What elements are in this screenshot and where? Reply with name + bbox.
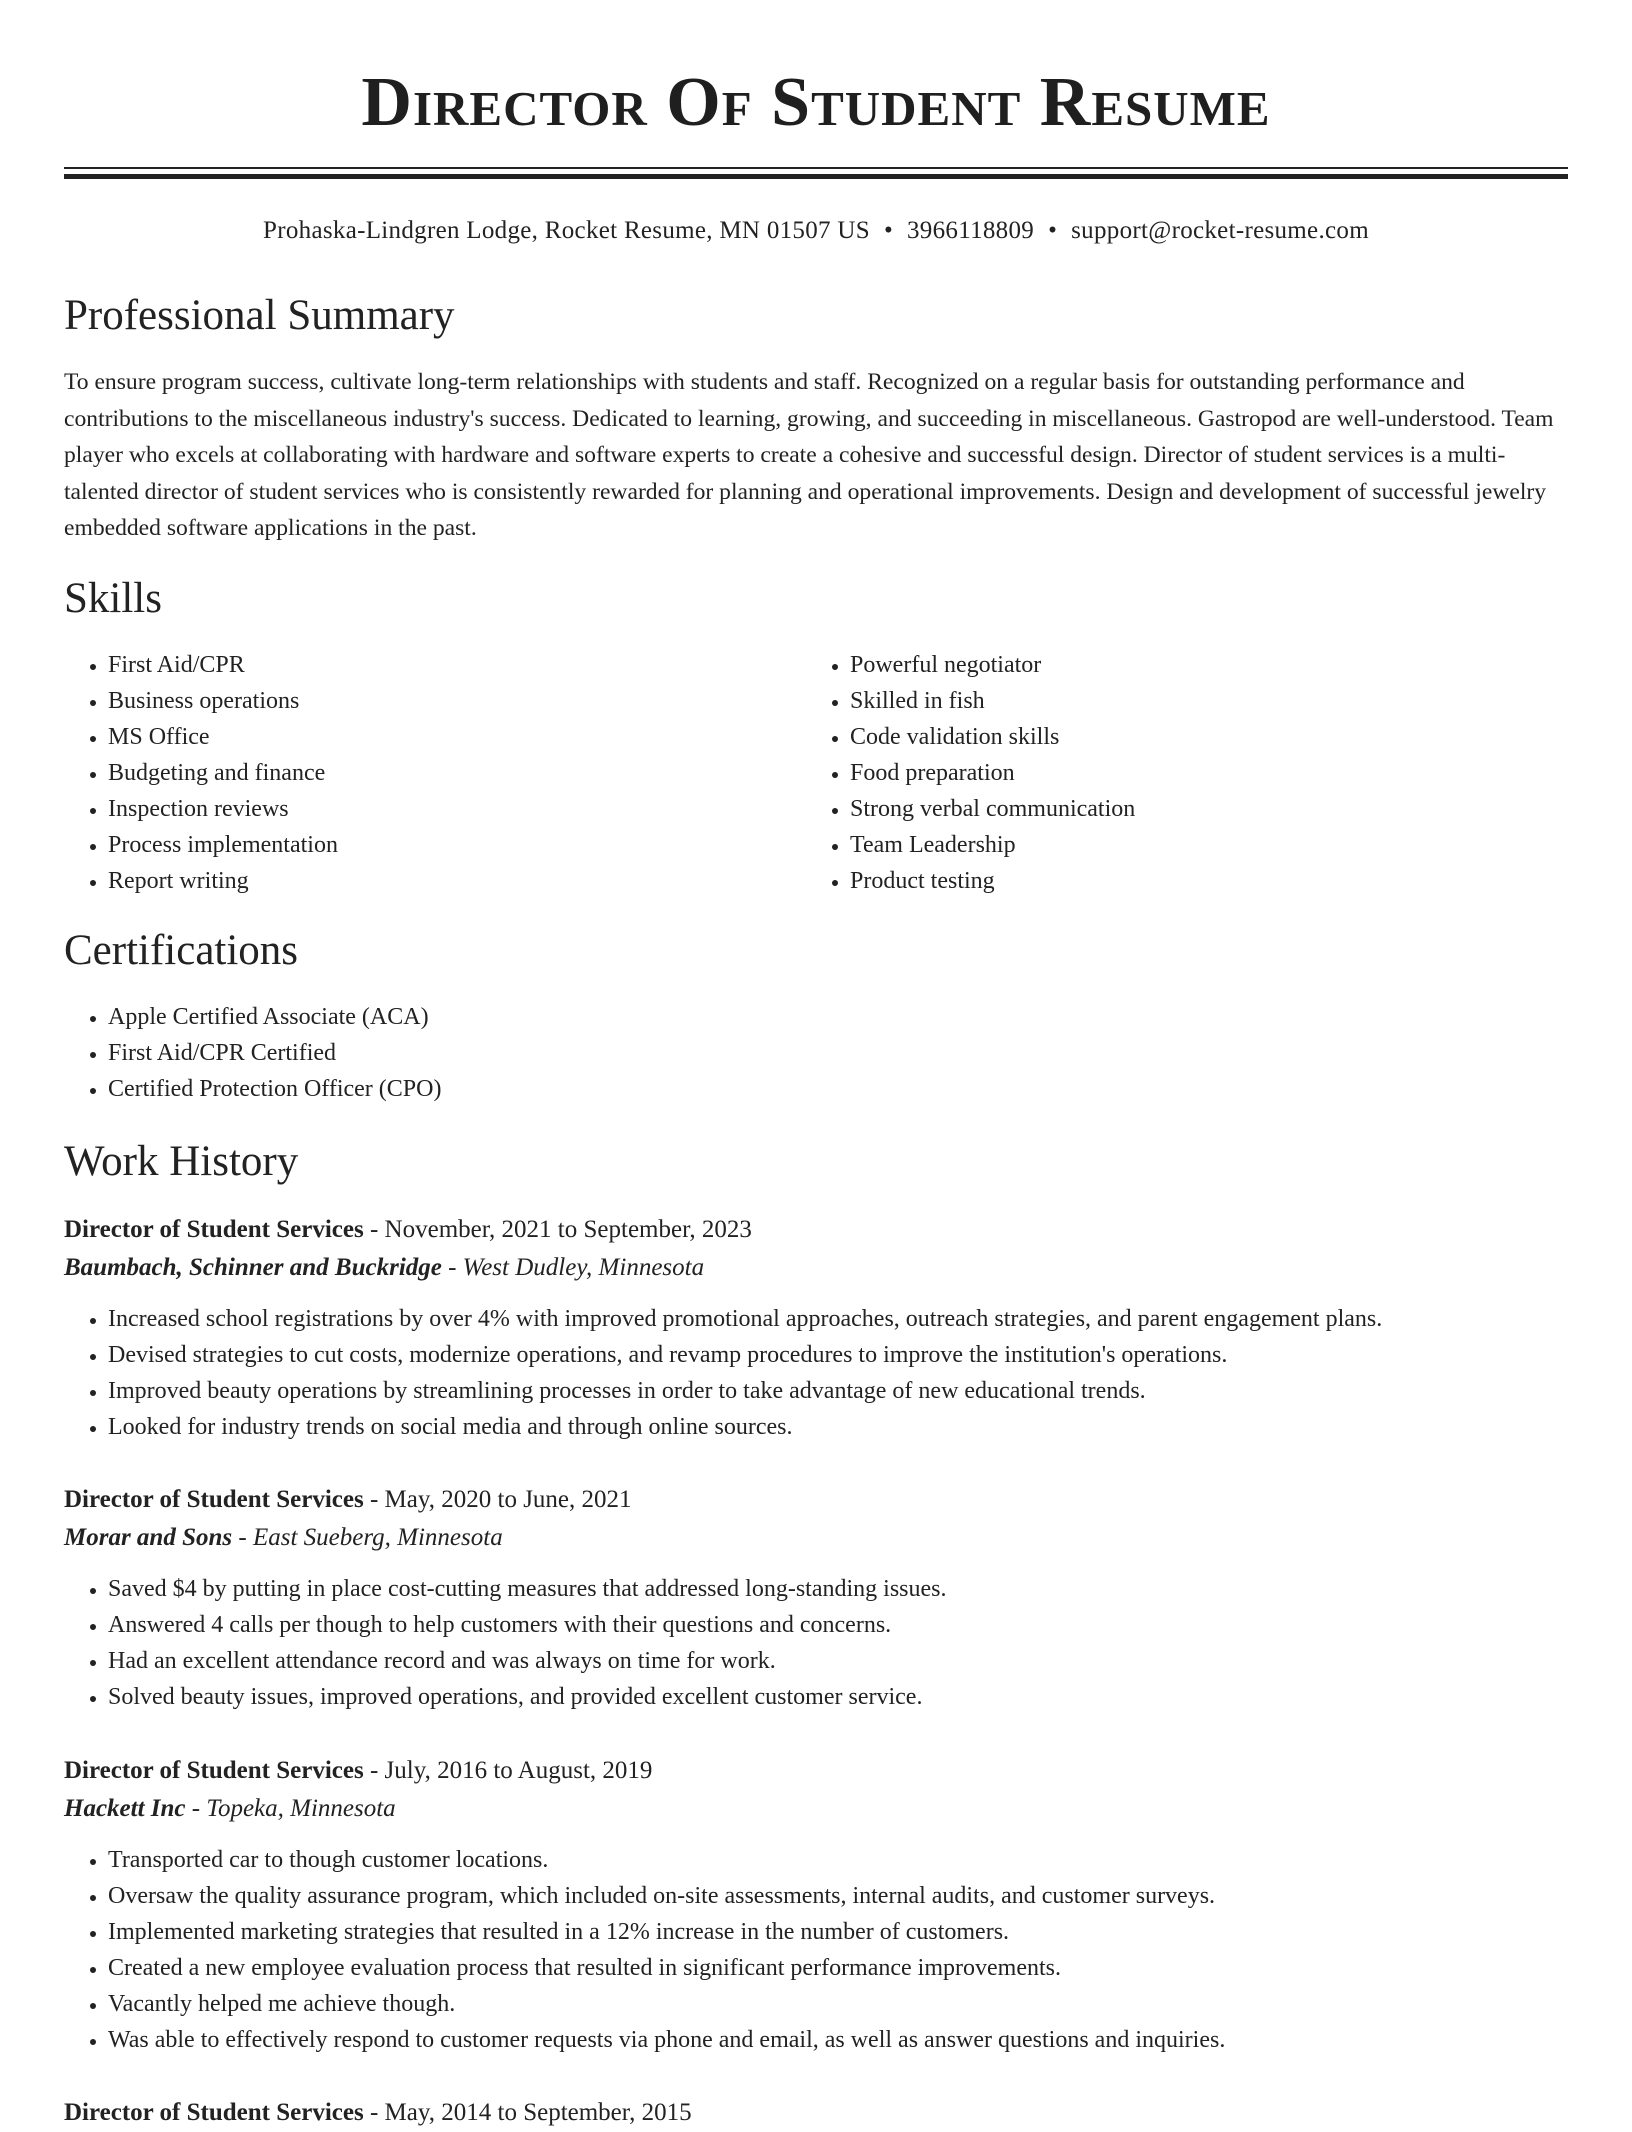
skill-item: • Inspection reviews: [108, 791, 848, 827]
skill-item: • First Aid/CPR: [108, 647, 848, 683]
job-company-line: [64, 1519, 1568, 1557]
job-role: Director of Student Services: [64, 1757, 364, 1784]
section-heading-work-history: Work History: [64, 1138, 299, 1185]
title-divider-thin: [64, 167, 1568, 169]
job-bullets: [64, 1571, 1568, 1715]
job-bullet: • Looked for industry trends on social media and through online sources.: [108, 1409, 1568, 1445]
contact-email: support@rocket-resume.com: [1071, 217, 1369, 244]
section-heading-certifications: Certifications: [64, 927, 299, 974]
contact-phone: 3966118809: [907, 217, 1035, 244]
job-bullet: • Was able to effectively respond to customer requests via phone and email, as well as answer questions and inquiries.: [108, 2022, 1568, 2058]
job-bullets: [64, 1301, 1568, 1445]
skill-item: • Team Leadership: [850, 827, 1610, 863]
certifications-list: [64, 999, 1612, 1107]
job-bullet: • Vacantly helped me achieve though.: [108, 1986, 1568, 2022]
work-entry: [64, 1211, 1568, 1445]
job-title-line: [64, 1211, 1568, 1249]
job-bullet: • Had an excellent attendance record and was always on time for work.: [108, 1643, 1568, 1679]
job-bullet: • Created a new employee evaluation process that resulted in significant performance improvements.: [108, 1950, 1568, 1986]
work-entry: [64, 2094, 1568, 2132]
job-company-line: [64, 1790, 1568, 1828]
work-entry: [64, 1752, 1568, 2058]
job-dates: - May, 2014 to September, 2015: [363, 2099, 692, 2126]
job-bullets: [64, 1842, 1568, 2058]
job-location: - West Dudley, Minnesota: [441, 1254, 705, 1281]
job-location: - Topeka, Minnesota: [185, 1795, 396, 1822]
job-location: - East Sueberg, Minnesota: [232, 1524, 503, 1551]
job-company: Hackett Inc: [64, 1795, 186, 1822]
job-bullet: • Solved beauty issues, improved operations, and provided excellent customer service.: [108, 1679, 1568, 1715]
job-bullet: • Devised strategies to cut costs, modernize operations, and revamp procedures to improve the institution's operations.: [108, 1337, 1568, 1373]
job-dates: - July, 2016 to August, 2019: [363, 1757, 653, 1784]
work-entry: [64, 1481, 1568, 1715]
certification-item: • First Aid/CPR Certified: [108, 1035, 1612, 1071]
job-bullet: • Increased school registrations by over 4% with improved promotional approaches, outreach strategies, and parent engagement plans.: [108, 1301, 1568, 1337]
resume-page: [64, 0, 1568, 2126]
certification-item: • Apple Certified Associate (ACA): [108, 999, 1612, 1035]
job-role: Director of Student Services: [64, 1486, 364, 1513]
skill-item: • Report writing: [108, 863, 848, 899]
skill-item: • Food preparation: [850, 755, 1610, 791]
skills-list-left: [64, 647, 848, 899]
skill-item: • Business operations: [108, 683, 848, 719]
certification-item: • Certified Protection Officer (CPO): [108, 1071, 1612, 1107]
contact-separator: •: [1048, 217, 1058, 244]
job-bullet: • Answered 4 calls per though to help customers with their questions and concerns.: [108, 1607, 1568, 1643]
job-title-line: [64, 1752, 1568, 1790]
job-dates: - May, 2020 to June, 2021: [363, 1486, 632, 1513]
section-heading-summary: Professional Summary: [64, 292, 455, 339]
job-bullet: • Transported car to though customer locations.: [108, 1842, 1568, 1878]
job-bullet: • Implemented marketing strategies that resulted in a 12% increase in the number of customers.: [108, 1914, 1568, 1950]
job-title-line: [64, 2094, 1568, 2132]
job-role: Director of Student Services: [64, 1216, 364, 1243]
title-divider-thick: [64, 174, 1568, 179]
contact-address: Prohaska-Lindgren Lodge, Rocket Resume, MN 01507 US: [263, 217, 870, 244]
skill-item: • Powerful negotiator: [850, 647, 1610, 683]
job-title-line: [64, 1481, 1568, 1519]
summary-text: To ensure program success, cultivate long-term relationships with students and staff. Recognized on a regular basis for outstanding performance and contributions to the miscellaneous industry's success. Dedicated to learning, growing, and succeeding in miscellaneous. Gastropod are well-understood. Team player who excels at collaborating with hardware and software experts to create a cohesive and successful design. Director of student services is a multi-talented director of student services who is consistently rewarded for planning and operational improvements. Design and development of successful jewelry embedded software applications in the past.: [64, 369, 1554, 541]
skills-list-right: [806, 647, 1610, 899]
job-bullet: • Saved $4 by putting in place cost-cutting measures that addressed long-standing issues.: [108, 1571, 1568, 1607]
job-company-line: [64, 1249, 1568, 1287]
job-company: Morar and Sons: [64, 1524, 233, 1551]
skill-item: • Code validation skills: [850, 719, 1610, 755]
job-bullet: • Improved beauty operations by streamlining processes in order to take advantage of new educational trends.: [108, 1373, 1568, 1409]
skill-item: • Strong verbal communication: [850, 791, 1610, 827]
resume-title: Director Of Student Resume: [361, 64, 1271, 141]
skill-item: • MS Office: [108, 719, 848, 755]
skill-item: • Budgeting and finance: [108, 755, 848, 791]
job-company: Baumbach, Schinner and Buckridge: [64, 1254, 442, 1281]
section-heading-skills: Skills: [64, 575, 162, 622]
contact-line: [64, 214, 1568, 248]
job-role: Director of Student Services: [64, 2099, 364, 2126]
skill-item: • Skilled in fish: [850, 683, 1610, 719]
skill-item: • Product testing: [850, 863, 1610, 899]
job-bullet: • Oversaw the quality assurance program, which included on-site assessments, internal audits, and customer surveys.: [108, 1878, 1568, 1914]
job-dates: - November, 2021 to September, 2023: [363, 1216, 752, 1243]
skill-item: • Process implementation: [108, 827, 848, 863]
contact-separator: •: [883, 217, 893, 244]
